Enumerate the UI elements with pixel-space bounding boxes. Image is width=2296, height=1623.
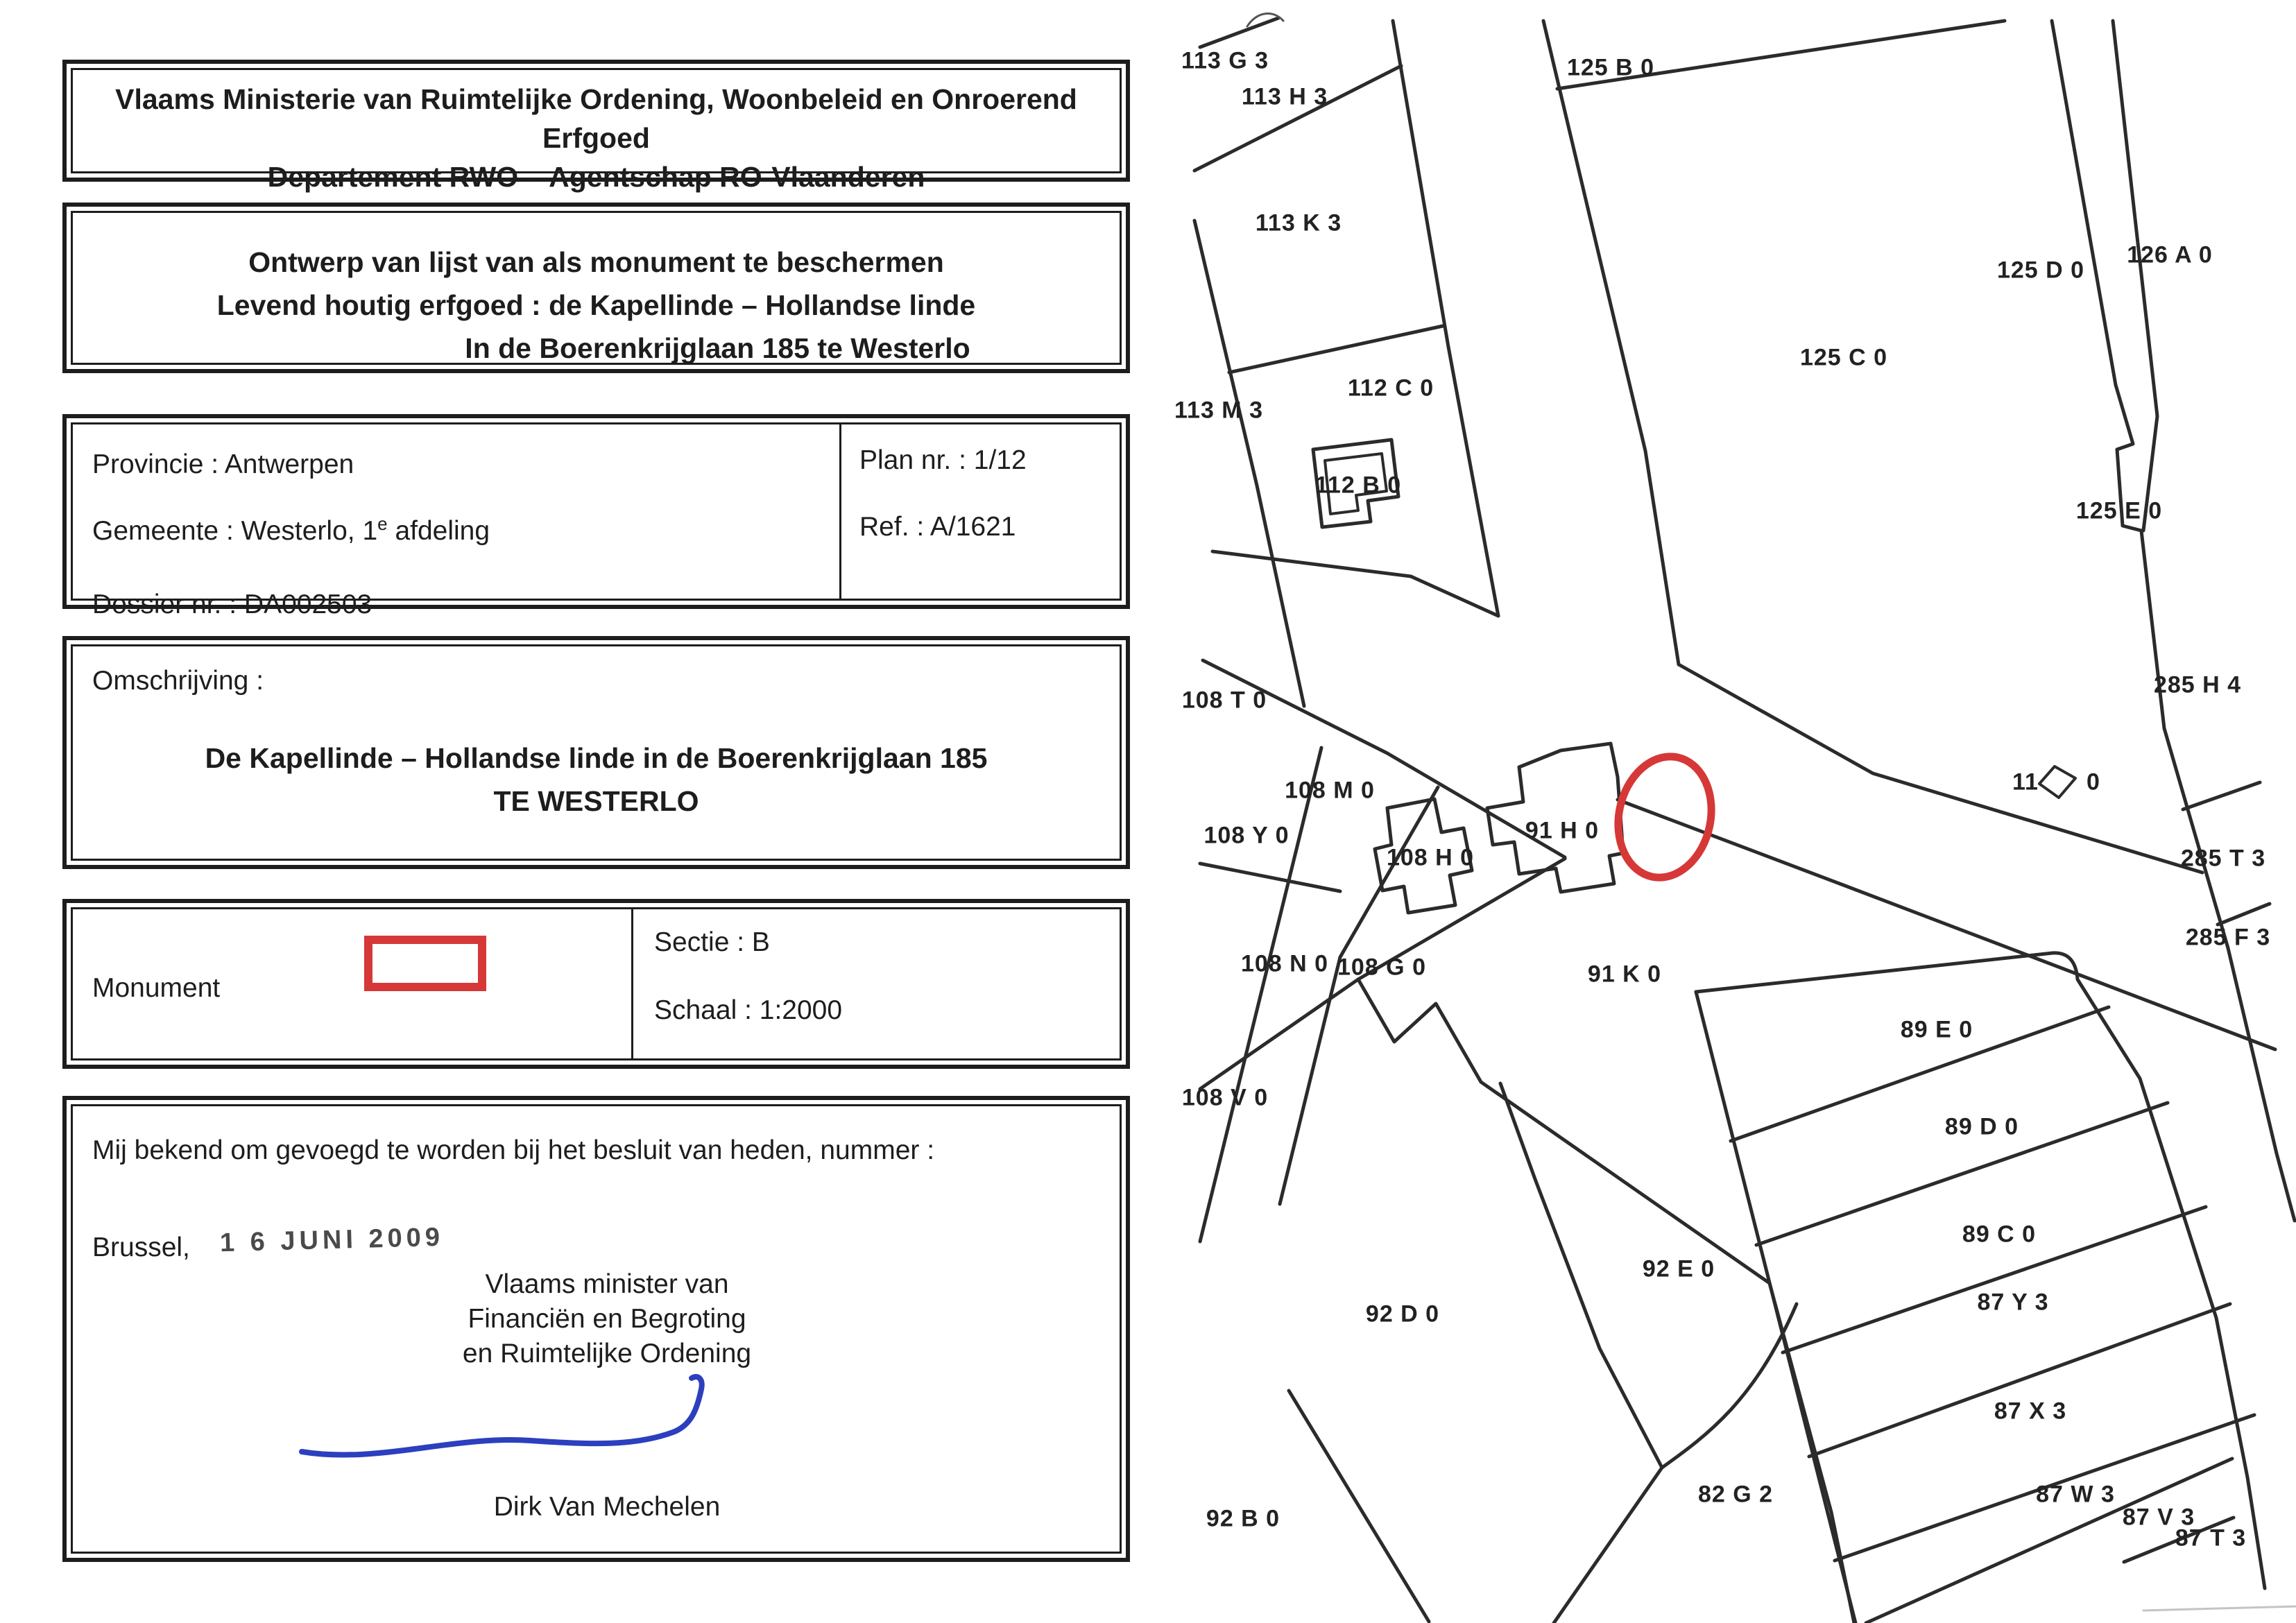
parcel-label: 285 T 3 [2180, 845, 2266, 872]
parcel-label: 92 E 0 [1642, 1255, 1715, 1282]
title-line2: Levend houtig erfgoed : de Kapellinde – Hollandse linde [216, 289, 976, 321]
parcel-label: 113 K 3 [1255, 209, 1342, 237]
parcel-boundary [1696, 992, 1856, 1623]
parcel-label: 125 E 0 [2075, 497, 2163, 524]
minister-line3: en Ruimtelijke Ordening [462, 1339, 752, 1368]
parcel-label: 87 W 3 [2036, 1481, 2115, 1508]
parcel-label: 87 X 3 [1994, 1398, 2067, 1425]
parcel-boundary [1213, 551, 1498, 616]
parcel-label: 108 M 0 [1285, 777, 1375, 804]
parcel-label: 89 C 0 [1962, 1221, 2037, 1248]
omschrijving-label: Omschrijving : [92, 666, 264, 696]
monument-legend-label: Monument [92, 973, 221, 1003]
parcel-boundary [1500, 1083, 1662, 1468]
parcel-label: 108 Y 0 [1203, 822, 1290, 849]
parcel-label: 108 G 0 [1337, 954, 1426, 981]
header-line1: Vlaams Ministerie van Ruimtelijke Ordening, Woonbeleid en Onroerend Erfgoed [115, 83, 1077, 154]
parcel-label: 125 B 0 [1566, 54, 1655, 81]
omschrijving-line1: De Kapellinde – Hollandse linde in de Boerenkrijglaan 185 [205, 742, 988, 774]
parcel-label: 285 F 3 [2185, 924, 2271, 951]
gemeente-superscript: e [377, 513, 388, 534]
parcel-boundary [1809, 1304, 2230, 1457]
parcel-label: 89 D 0 [1944, 1113, 2019, 1140]
ref-field: Ref. : A/1621 [859, 512, 1016, 542]
plan-nr-field: Plan nr. : 1/12 [859, 445, 1027, 475]
parcel-label: 89 E 0 [1900, 1016, 1973, 1043]
parcel-label: 87 T 3 [2175, 1525, 2247, 1552]
parcel-boundary [2113, 21, 2157, 531]
schaal-field: Schaal : 1:2000 [654, 995, 843, 1025]
parcel-boundary [1554, 1468, 1662, 1623]
provincie-field: Provincie : Antwerpen [92, 449, 354, 479]
parcel-label: 113 M 3 [1174, 397, 1263, 424]
omschrijving-line2: TE WESTERLO [493, 785, 699, 817]
parcel-label: 112 C 0 [1347, 375, 1434, 402]
road-edge-west [1393, 21, 1498, 616]
parcel-boundary [1200, 18, 1278, 47]
parcel-boundary [1194, 221, 1304, 706]
parcel-label: 87 V 3 [2122, 1504, 2195, 1531]
parcel-label: 125 C 0 [1799, 344, 1888, 371]
parcel-boundary [1200, 979, 1358, 1089]
parcel-boundary [1289, 1391, 1429, 1622]
parcel-label: 108 T 0 [1181, 687, 1267, 714]
parcel-label: 125 D 0 [1996, 257, 2085, 284]
parcel-label: 113 H 3 [1241, 83, 1328, 110]
parcel-boundary [1229, 326, 1443, 372]
parcel-tick [2183, 782, 2260, 809]
parcel-tick [2218, 904, 2270, 925]
parcel-boundary [1662, 1304, 1797, 1468]
parcel-label: 108 H 0 [1386, 844, 1475, 871]
parcel-label: 82 G 2 [1697, 1481, 1774, 1508]
sectie-field: Sectie : B [654, 927, 770, 957]
gemeente-suffix: afdeling [387, 516, 490, 546]
date-stamp: 1 6 JUNI 2009 [219, 1222, 445, 1258]
minister-line1: Vlaams minister van [485, 1269, 729, 1299]
parcel-label: 108 N 0 [1240, 950, 1329, 977]
signatory-name: Dirk Van Mechelen [493, 1492, 721, 1522]
road-edge-east [1543, 21, 1679, 664]
small-building-diamond [2039, 766, 2075, 798]
parcel-label: 0 [2087, 768, 2100, 796]
besluit-text: Mij bekend om gevoegd te worden bij het besluit van heden, nummer : [92, 1135, 935, 1165]
scan-artifact-line [2143, 1606, 2296, 1611]
parcel-label: 108 V 0 [1181, 1084, 1269, 1111]
parcel-label: 113 G 3 [1181, 47, 1269, 74]
header-line2: Departement RWO – Agentschap RO-Vlaanderen [267, 161, 925, 193]
title-line1: Ontwerp van lijst van als monument te beschermen [248, 246, 944, 278]
parcel-label: 11 [2012, 768, 2039, 796]
parcel-boundary [1194, 66, 1401, 171]
parcel-boundary [1696, 953, 2265, 1588]
dossier-field: Dossier nr. : DA002503 [92, 590, 372, 619]
street-edge [1679, 664, 2202, 873]
street-edge [1618, 800, 2275, 1049]
city-label: Brussel, [92, 1233, 190, 1262]
minister-line2: Financiën en Begroting [468, 1304, 746, 1334]
parcel-label: 87 Y 3 [1977, 1289, 2049, 1316]
parcel-boundary [1200, 864, 1340, 891]
title-line3: In de Boerenkrijglaan 185 te Westerlo [465, 332, 970, 364]
parcel-label: 126 A 0 [2127, 241, 2213, 268]
parcel-label: 92 B 0 [1206, 1505, 1280, 1532]
parcel-label: 92 D 0 [1365, 1300, 1440, 1328]
parcel-label: 112 B 0 [1314, 472, 1402, 499]
parcel-label: 91 K 0 [1587, 961, 1662, 988]
parcel-boundary-285 [2141, 531, 2295, 1221]
gemeente-text: Gemeente : Westerlo, 1 [92, 516, 378, 546]
parcel-label: 285 H 4 [2153, 671, 2242, 698]
parcel-label: 91 H 0 [1525, 817, 1600, 844]
